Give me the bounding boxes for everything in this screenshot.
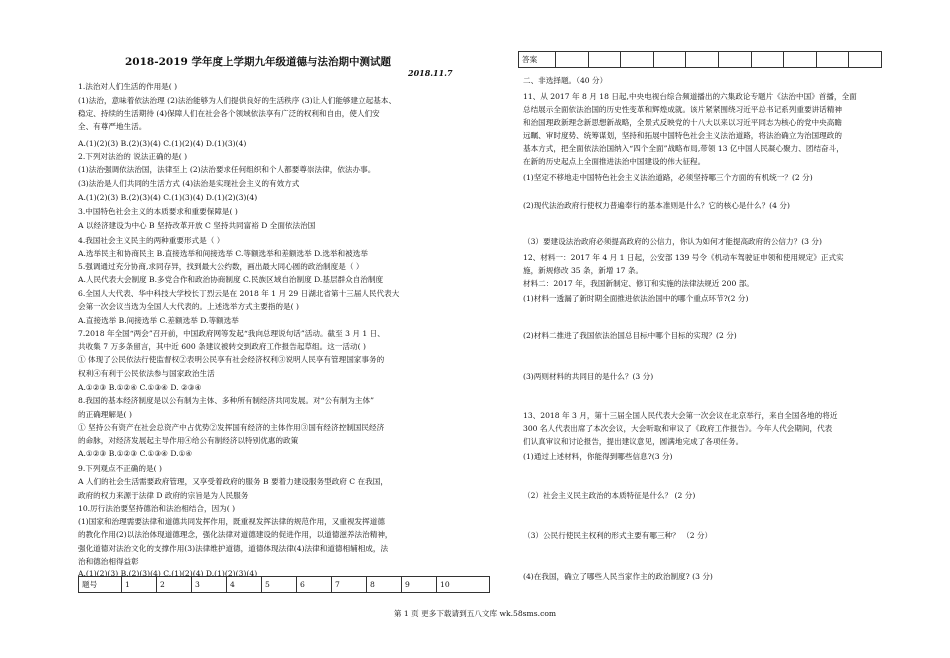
page-footer: 第 1 页 更多下载请到五八文库 wk.58sms.com bbox=[393, 609, 557, 618]
right-text-line: 基本方式，把全面依法治国纳入“四个全面”战略布局,带领 13 亿中国人民凝心聚力、团结奋斗， bbox=[523, 144, 844, 153]
left-text-line: 的命脉，对经济发展起主导作用④给公有制经济以特别优惠的政策 bbox=[78, 436, 299, 445]
left-text-line: A.(1)(2)(3) B.(2)(3)(4) C.(1)(2)(4) D.(1)(2)(3)(4) bbox=[78, 569, 258, 578]
left-text-line: 10.厉行法治要坚持德治和法治相结合，因为( ) bbox=[78, 504, 236, 513]
left-text-line: 的教化作用(2)以法治体现道德理念，强化法律对道德建设的促进作用，以道德滋养法治精神， bbox=[78, 530, 393, 539]
answer-table-right bbox=[518, 51, 882, 68]
answer-cell: 3 bbox=[192, 577, 227, 593]
answer-blank-cell[interactable] bbox=[653, 52, 686, 68]
answer-cell: 5 bbox=[262, 577, 297, 593]
answer-cell: 7 bbox=[332, 577, 367, 593]
right-text-line: (1)坚定不移地走中国特色社会主义法治道路，必须坚持哪三个方面的有机统一？(2 分) bbox=[523, 173, 813, 182]
right-text-line: 二、非选择题。（40 分） bbox=[523, 76, 608, 85]
left-text-line: A 以经济建设为中心 B 坚持改革开放 C 坚持共同富裕 D 全面依法治国 bbox=[78, 221, 316, 230]
right-text-line: (1)通过上述材料，你能得到哪些信息?(3 分) bbox=[523, 452, 673, 461]
left-text-line: 强化道德对法治文化的支撑作用(3)法律维护道德，道德体现法律(4)法律和道德相辅相成，法 bbox=[78, 544, 389, 553]
answer-blank-cell[interactable] bbox=[588, 52, 621, 68]
left-text-line: A.人民代表大会制度 B.多党合作和政治协商制度 C.民族区域自治制度 D.基层群众自治制度 bbox=[78, 275, 384, 284]
left-text-line: 的正确理解是( ) bbox=[78, 410, 132, 419]
left-text-line: 9.下列观点不正确的是( ) bbox=[78, 464, 162, 473]
right-text-line: (4)在我国，确立了哪些人民当家作主的政治制度? (3 分) bbox=[523, 572, 713, 581]
left-text-line: ① 体现了公民依法行使监督权②表明公民享有社会经济权利③说明人民享有管理国家事务的 bbox=[78, 355, 385, 364]
answer-blank-cell[interactable] bbox=[784, 52, 817, 68]
right-text-line: 300 名人代表出席了本次会议，大会听取和审议了《政府工作报告》。今年人代会期间，代表 bbox=[523, 424, 833, 433]
left-text-line: 政府的权力来源于法律 D 政府的宗旨是为人民服务 bbox=[78, 491, 249, 500]
left-text-line: 稳定、持续的生活期待 (4)保障人们在社会各个领域依法享有广泛的权利和自由，使人们安 bbox=[78, 109, 380, 118]
answer-cell: 2 bbox=[157, 577, 192, 593]
left-text-line: 1.法治对人们生活的作用是( ) bbox=[78, 82, 178, 91]
left-text-line: A 人们的社会生活需要政府管理，又享受着政府的服务 B 要着力建设服务型政府 C 在我国， bbox=[78, 477, 388, 486]
left-text-line: A.(1)(2)(3) B.(2)(3)(4) C.(1)(2)(4) D.(1)(3)(4) bbox=[78, 139, 247, 148]
answer-blank-cell[interactable] bbox=[621, 52, 654, 68]
answer-cell: 10 bbox=[437, 577, 490, 593]
right-text-line: 施，新规修改 35 条，新增 17 条。 bbox=[523, 266, 644, 275]
left-text-line: A.(1)(2)(3) B.(2)(3)(4) C.(1)(3)(4) D.(1)(2)(3)(4) bbox=[78, 193, 258, 202]
answer-cell: 8 bbox=[367, 577, 402, 593]
left-text-line: (1)法治，意味着依法治理 (2)法治能够为人们提供良好的生活秩序 (3)让人们能够建立起基本、 bbox=[78, 96, 397, 105]
right-text-line: （3）要建设法治政府必须提高政府的公信力，你认为如何才能提高政府的公信力？(3 分) bbox=[523, 237, 822, 246]
right-text-line: (3)两则材料的共同目的是什么？(3 分) bbox=[523, 372, 654, 381]
left-text-line: 全、有尊严地生活。 bbox=[78, 122, 147, 131]
right-text-line: 12、材料一：2017 年 4 月 1 日起，公安部 139 号令《机动车驾驶证申领和使用规定》正式实 bbox=[523, 253, 844, 262]
right-text-line: (1)材料一透漏了新时期全面推进依法治国中的哪个重点环节?(2 分) bbox=[523, 294, 749, 303]
left-text-line: 8.我国的基本经济制度是以公有制为主体、多种所有制经济共同发展。对“公有制为主体” bbox=[78, 396, 374, 405]
answer-cell: 9 bbox=[402, 577, 437, 593]
left-text-line: (3)法治是人们共同的生活方式 (4)法治是实现社会主义的有效方式 bbox=[78, 179, 300, 188]
answer-blank-cell[interactable] bbox=[816, 52, 849, 68]
left-text-line: 共收集 7 万多条留言，其中近 600 条建议被转交到政府工作报告起草组。这一活动( ) bbox=[78, 342, 366, 351]
left-text-line: A.选举民主和协商民主 B.直接选举和间接选举 C.等额选举和差额选举 D.选举和被选举 bbox=[78, 249, 368, 258]
right-text-line: 13、2018 年 3 月，第十三届全国人民代表大会第一次会议在北京举行，来自全国各地的将近 bbox=[523, 411, 838, 420]
answer-cell: 题号 bbox=[79, 577, 122, 593]
right-text-line: 在新的历史起点上全面推进法治中国建设的伟大征程。 bbox=[523, 157, 706, 166]
left-text-line: 7.2018 年全国“两会”召开前，中国政府网等发起“我向总理说句话”活动。截至 3 月 1 日、 bbox=[78, 329, 385, 338]
left-text-line: (1)国家和治理需要法律和道德共同发挥作用，既重视发挥法律的规范作用，又重视发挥道德 bbox=[78, 517, 385, 526]
answer-table-left bbox=[78, 576, 490, 593]
left-text-line: 5.强调通过充分协商,求同存异，找到最大公约数，画出最大同心圆的政治制度是（ ） bbox=[78, 262, 364, 271]
left-text-line: A.①②③ B.①②④ C.①③④ D. ②③④ bbox=[78, 383, 202, 392]
answer-blank-cell[interactable] bbox=[849, 52, 882, 68]
left-text-line: A.①②③ B.①②③ C.①③④ D.①④ bbox=[78, 449, 193, 458]
answer-blank-cell[interactable] bbox=[556, 52, 589, 68]
left-text-line: 会第一次会议当选为全国人大代表的。上述选举方式主要指的是( ) bbox=[78, 302, 299, 311]
right-text-line: (2)现代法治政府行使权力普遍奉行的基本准则是什么？它的核心是什么？(4 分) bbox=[523, 201, 790, 210]
right-text-line: 们认真审议和讨论报告，提出建议意见，圆满地完成了各项任务。 bbox=[523, 437, 744, 446]
answer-label-cell: 答案 bbox=[519, 52, 556, 68]
right-text-line: 和治国理政新理念新思想新战略，全景式反映党的十八大以来以习近平同志为核心的党中央高瞻 bbox=[523, 118, 842, 127]
left-text-line: 4.我国社会主义民主的两种重要形式是（ ） bbox=[78, 236, 225, 245]
right-text-line: 远瞩、审时度势、统筹谋划，坚持和拓展中国特色社会主义法治道路，将法治确立为治国理政的 bbox=[523, 131, 842, 140]
right-text-line: 总结展示全面依法治国的历史性变革和辉煌成就。该片紧紧围绕习近平总书记系列重要讲话精神 bbox=[523, 105, 842, 114]
left-text-line: 治和德治相得益彰 bbox=[78, 557, 139, 566]
right-text-line: 材料二：2017 年，我国新制定、修订和实施的法律法规近 200 部。 bbox=[523, 279, 754, 288]
answer-cell: 4 bbox=[227, 577, 262, 593]
page-title: 2018-2019 学年度上学期九年级道德与法治期中测试题 bbox=[125, 56, 391, 68]
right-text-line: (2)材料二推进了我国依法治国总目标中哪个目标的实现？(2 分) bbox=[523, 331, 737, 340]
answer-blank-cell[interactable] bbox=[718, 52, 751, 68]
left-text-line: 2.下列对法治的 说法正确的是( ) bbox=[78, 152, 188, 161]
answer-cell: 1 bbox=[122, 577, 157, 593]
left-text-line: ① 坚持公有资产在社会总资产中占优势②发挥国有经济的主体作用③国有经济控制国民经济 bbox=[78, 423, 385, 432]
left-text-line: A.直接选举 B.间接选举 C.差额选举 D.等额选举 bbox=[78, 316, 239, 325]
left-text-line: 3.中国特色社会主义的本质要求和重要保障是( ) bbox=[78, 207, 238, 216]
answer-blank-cell[interactable] bbox=[751, 52, 784, 68]
exam-date: 2018.11.7 bbox=[408, 68, 453, 78]
answer-blank-cell[interactable] bbox=[686, 52, 719, 68]
right-text-line: 11、从 2017 年 8 月 18 日起,中央电视台综合频道播出的六集政论专题片《法治中国》首播，全面 bbox=[523, 92, 857, 101]
left-text-line: 权利④有利于公民依法参与国家政治生活 bbox=[78, 369, 215, 378]
left-text-line: 6.全国人大代表、华中科技大学校长丁烈云是在 2018 年 1 月 29 日湖北省第十三届人民代表大 bbox=[78, 289, 400, 298]
right-text-line: （3）公民行使民主权利的形式主要有哪三种？ （2 分） bbox=[523, 531, 713, 540]
left-text-line: (1)法治强调依法治国，法律至上 (2)法治要求任何组织和个人都要尊崇法律，依法办事。 bbox=[78, 165, 376, 174]
right-text-line: （2）社会主义民主政治的本质特征是什么？ (2 分) bbox=[523, 491, 696, 500]
answer-cell: 6 bbox=[297, 577, 332, 593]
